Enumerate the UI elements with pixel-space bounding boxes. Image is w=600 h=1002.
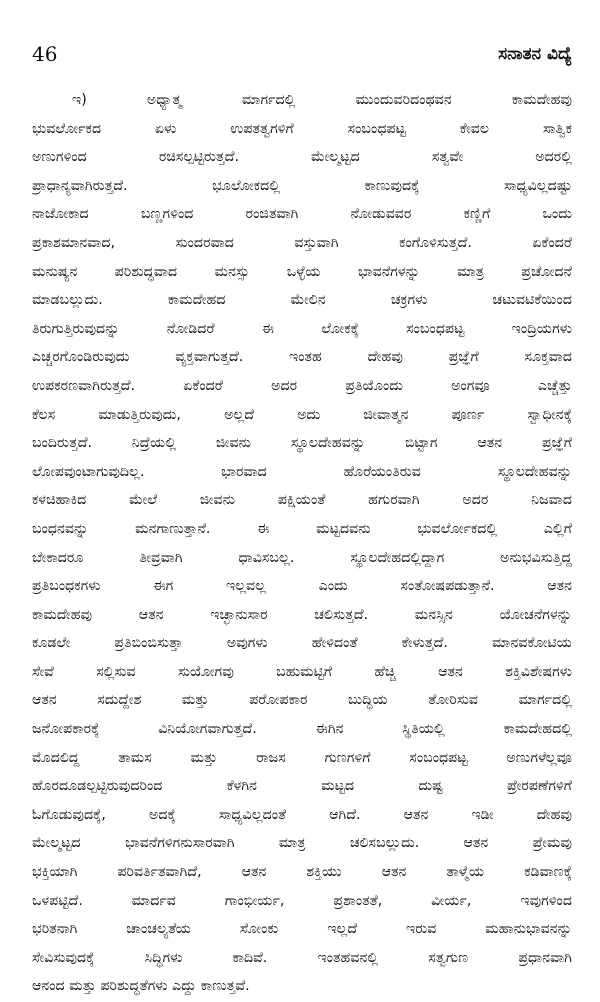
page-number: 46 bbox=[32, 42, 58, 66]
text-line: ಕೆಲಸ ಮಾಡುತ್ತಿರುವುದು, ಅಲ್ಲದೆ ಅದು ಜೀವಾತ್ಮನ ಪೂರ್ಣ ಸ್ವಾಧೀನಕ್ಕೆ bbox=[32, 406, 572, 423]
text-line: ತಿರುಗುತ್ತಿರುವುದನ್ನು ನೋಡಿದರೆ ಈ ಲೋಕಕ್ಕೆ ಸಂಬಂಧಪಟ್ಟ ಇಂದ್ರಿಯಗಳು bbox=[32, 320, 572, 337]
text-line: ಭುವರ್ಲೋಕದ ಏಳು ಉಪತತ್ವಗಳಿಗೆ ಸಂಬಂಧಪಟ್ಟ ಕೇವಲ ಸಾತ್ವಿಕ bbox=[32, 120, 572, 137]
text-line: ಬಂದಿರುತ್ತದೆ. ನಿದ್ರೆಯಲ್ಲಿ ಜೀವನು ಸ್ಥೂಲದೇಹವನ್ನು ಬಿಟ್ಟಾಗ ಆತನ ಪ್ರಜ್ಞೆಗೆ bbox=[32, 435, 572, 452]
text-line: ಪ್ರಾಧಾನ್ಯವಾಗಿರುತ್ತದೆ. ಭೂಲೋಕದಲ್ಲಿ ಕಾಣುವುದಕ್ಕೆ ಸಾಧ್ಯವಿಲ್ಲದಷ್ಟು bbox=[32, 177, 572, 194]
text-line: ಜನೋಪಕಾರಕ್ಕೆ ವಿನಿಯೋಗವಾಗುತ್ತದೆ. ಈಗಿನ ಸ್ಥಿತಿಯಲ್ಲಿ ಕಾಮದೇಹದಲ್ಲಿ bbox=[32, 721, 572, 738]
text-line: ಮೊದಲಿದ್ದ ತಾಮಸ ಮತ್ತು ರಾಜಸ ಗುಣಗಳಿಗೆ ಸಂಬಂಧಪಟ್ಟ ಅಣುಗಳೆಲ್ಲವೂ bbox=[32, 749, 572, 766]
text-line: ಬಂಧನವನ್ನು ಮನಗಾಣುತ್ತಾನೆ. ಈ ಮಟ್ಟದವನು ಭುವರ್ಲೋಕದಲ್ಲಿ ಎಲ್ಲಿಗೆ bbox=[32, 520, 572, 537]
text-line: ಆತನ ಸದುದ್ದೇಶ ಮತ್ತು ಪರೋಪಕಾರ ಬುದ್ಧಿಯ ತೋರಿಸುವ ಮಾರ್ಗದಲ್ಲಿ bbox=[32, 692, 572, 709]
text-line: ಬೇಕಾದರೂ ತೀವ್ರವಾಗಿ ಧಾವಿಸಬಲ್ಲ. ಸ್ಥೂಲದೇಹದಲ್ಲಿದ್ದಾಗ ಅನುಭವಿಸುತ್ತಿದ್ದ bbox=[32, 549, 572, 566]
text-line: ಇ) ಅಧ್ಯಾತ್ಮ ಮಾರ್ಗದಲ್ಲಿ ಮುಂದುವರಿದಂಥವನ ಕಾಮದೇಹವು bbox=[72, 92, 572, 108]
text-line: ಅಣುಗಳಿಂದ ರಚಿಸಲ್ಪಟ್ಟಿರುತ್ತದೆ. ಮೇಲ್ಮಟ್ಟದ ಸತ್ವವೇ ಅದರಲ್ಲಿ bbox=[32, 149, 572, 166]
text-line: ಒಳಪಟ್ಟಿದೆ. ಮಾರ್ದವ ಗಾಂಭೀರ್ಯ, ಪ್ರಶಾಂತತೆ, ವೀರ್ಯ, ಇವುಗಳಿಂದ bbox=[32, 892, 572, 909]
text-line: ಮನುಷ್ಯನ ಪರಿಶುದ್ಧವಾದ ಮನಸ್ಸು ಒಳ್ಳೆಯ ಭಾವನೆಗಳನ್ನು ಮಾತ್ರ ಪ್ರಚೋದನೆ bbox=[32, 263, 572, 280]
text-line: ಮೇಲ್ಮಟ್ಟದ ಭಾವನೆಗಳಿಗನುಸಾರವಾಗಿ ಮಾತ್ರ ಚಲಿಸಬಲ್ಲುದು. ಆತನ ಪ್ರೇಮವು bbox=[32, 835, 572, 852]
text-line: ಕಳಚಿಹಾಕಿದ ಮೇಲೆ ಜೀವನು ಪಕ್ಷಿಯಂತೆ ಹಗುರವಾಗಿ ಅದರ ನಿಜವಾದ bbox=[32, 492, 572, 509]
text-line: ಉಪಕರಣವಾಗಿರುತ್ತದೆ. ಏಕೆಂದರೆ ಅದರ ಪ್ರತಿಯೊಂದು ಅಂಗವೂ ಎಚ್ಚೆತ್ತು bbox=[32, 377, 572, 394]
page-header bbox=[32, 42, 572, 76]
body-paragraph bbox=[32, 86, 572, 1001]
text-line: ಸೇವಿಸುವುದಕ್ಕೆ ಸಿದ್ಧಿಗಳು ಕಾದಿವೆ. ಇಂತಹವನಲ್ಲಿ ಸತ್ವಗುಣ ಪ್ರಧಾನವಾಗಿ bbox=[32, 949, 572, 966]
text-line: ಓಗೊಡುವುದಕ್ಕೆ, ಅದಕ್ಕೆ ಸಾಧ್ಯವಿಲ್ಲದಂತೆ ಆಗಿದೆ. ಆತನ ಇಡೀ ದೇಹವು bbox=[32, 806, 572, 823]
text-line: ಸೇವೆ ಸಲ್ಲಿಸುವ ಸುಯೋಗವು ಬಹುಮಟ್ಟಿಗೆ ಹೆಚ್ಚಿ ಆತನ ಶಕ್ತಿವಿಶೇಷಗಳು bbox=[32, 663, 572, 680]
text-line: ಕಾಮದೇಹವು ಆತನ ಇಚ್ಛಾನುಸಾರ ಚಲಿಸುತ್ತದೆ. ಮನಸ್ಸಿನ ಯೋಚನೆಗಳನ್ನು bbox=[32, 606, 572, 623]
text-line: ಮಾಡಬಲ್ಲುದು. ಕಾಮದೇಹದ ಮೇಲಿನ ಚಕ್ರಗಳು ಚಟುವಟಿಕೆಯಿಂದ bbox=[32, 292, 572, 309]
text-line: ಲೋಪವುಂಟಾಗುವುದಿಲ್ಲ. ಭಾರವಾದ ಹೊರೆಯಂತಿರುವ ಸ್ಥೂಲದೇಹವನ್ನು bbox=[32, 463, 572, 480]
text-line: ಎಚ್ಚರಗೊಂಡಿರುವುದು ವ್ಯಕ್ತವಾಗುತ್ತದೆ. ಇಂತಹ ದೇಹವು ಪ್ರಜ್ಞೆಗೆ ಸೂಕ್ತವಾದ bbox=[32, 349, 572, 366]
text-line: ಆನಂದ ಮತ್ತು ಪರಿಶುದ್ಧತೆಗಳು ಎದ್ದು ಕಾಣುತ್ತವೆ. bbox=[32, 978, 250, 995]
text-line: ಪ್ರತಿಬಂಧಕಗಳು ಈಗ ಇಲ್ಲವಲ್ಲ ಎಂದು ಸಂತೋಷಪಡುತ್ತಾನೆ. ಆತನ bbox=[32, 578, 572, 595]
text-line: ಹೊರದೂಡಲ್ಪಟ್ಟಿರುವುದರಿಂದ ಕೆಳಗಿನ ಮಟ್ಟದ ದುಷ್ಟ ಪ್ರೇರಪಣೆಗಳಿಗೆ bbox=[32, 778, 572, 795]
running-title: ಸನಾತನ ವಿದ್ಯೆ bbox=[498, 44, 572, 64]
text-line: ಭರಿತನಾಗಿ ಚಾಂಚಲ್ಯತೆಯ ಸೋಂಕು ಇಲ್ಲದೆ ಇರುವ ಮಹಾನುಭಾವನನ್ನು bbox=[32, 921, 572, 938]
text-line: ಭಕ್ತಿಯಾಗಿ ಪರಿವರ್ತಿತವಾಗಿದೆ, ಆತನ ಶಕ್ತಿಯು ಆತನ ತಾಳ್ಮೆಯ ಕಡಿವಾಣಕ್ಕೆ bbox=[32, 864, 572, 881]
text-line: ಪ್ರಕಾಶಮಾನವಾದ, ಸುಂದರವಾದ ವಸ್ತುವಾಗಿ ಕಂಗೊಳಿಸುತ್ತದೆ. ಏಕೆಂದರೆ bbox=[32, 234, 572, 251]
text-line: ನಾಜೋಕಾದ ಬಣ್ಣಗಳಿಂದ ರಂಜಿತವಾಗಿ ನೋಡುವವರ ಕಣ್ಣಿಗೆ ಒಂದು bbox=[32, 206, 572, 223]
text-line: ಕೂಡಲೇ ಪ್ರತಿಬಿಂಬಿಸುತ್ತಾ ಅವುಗಳು ಹೇಳಿದಂತೆ ಕೇಳುತ್ತದೆ. ಮಾನವಕೋಟಿಯ bbox=[32, 635, 572, 652]
